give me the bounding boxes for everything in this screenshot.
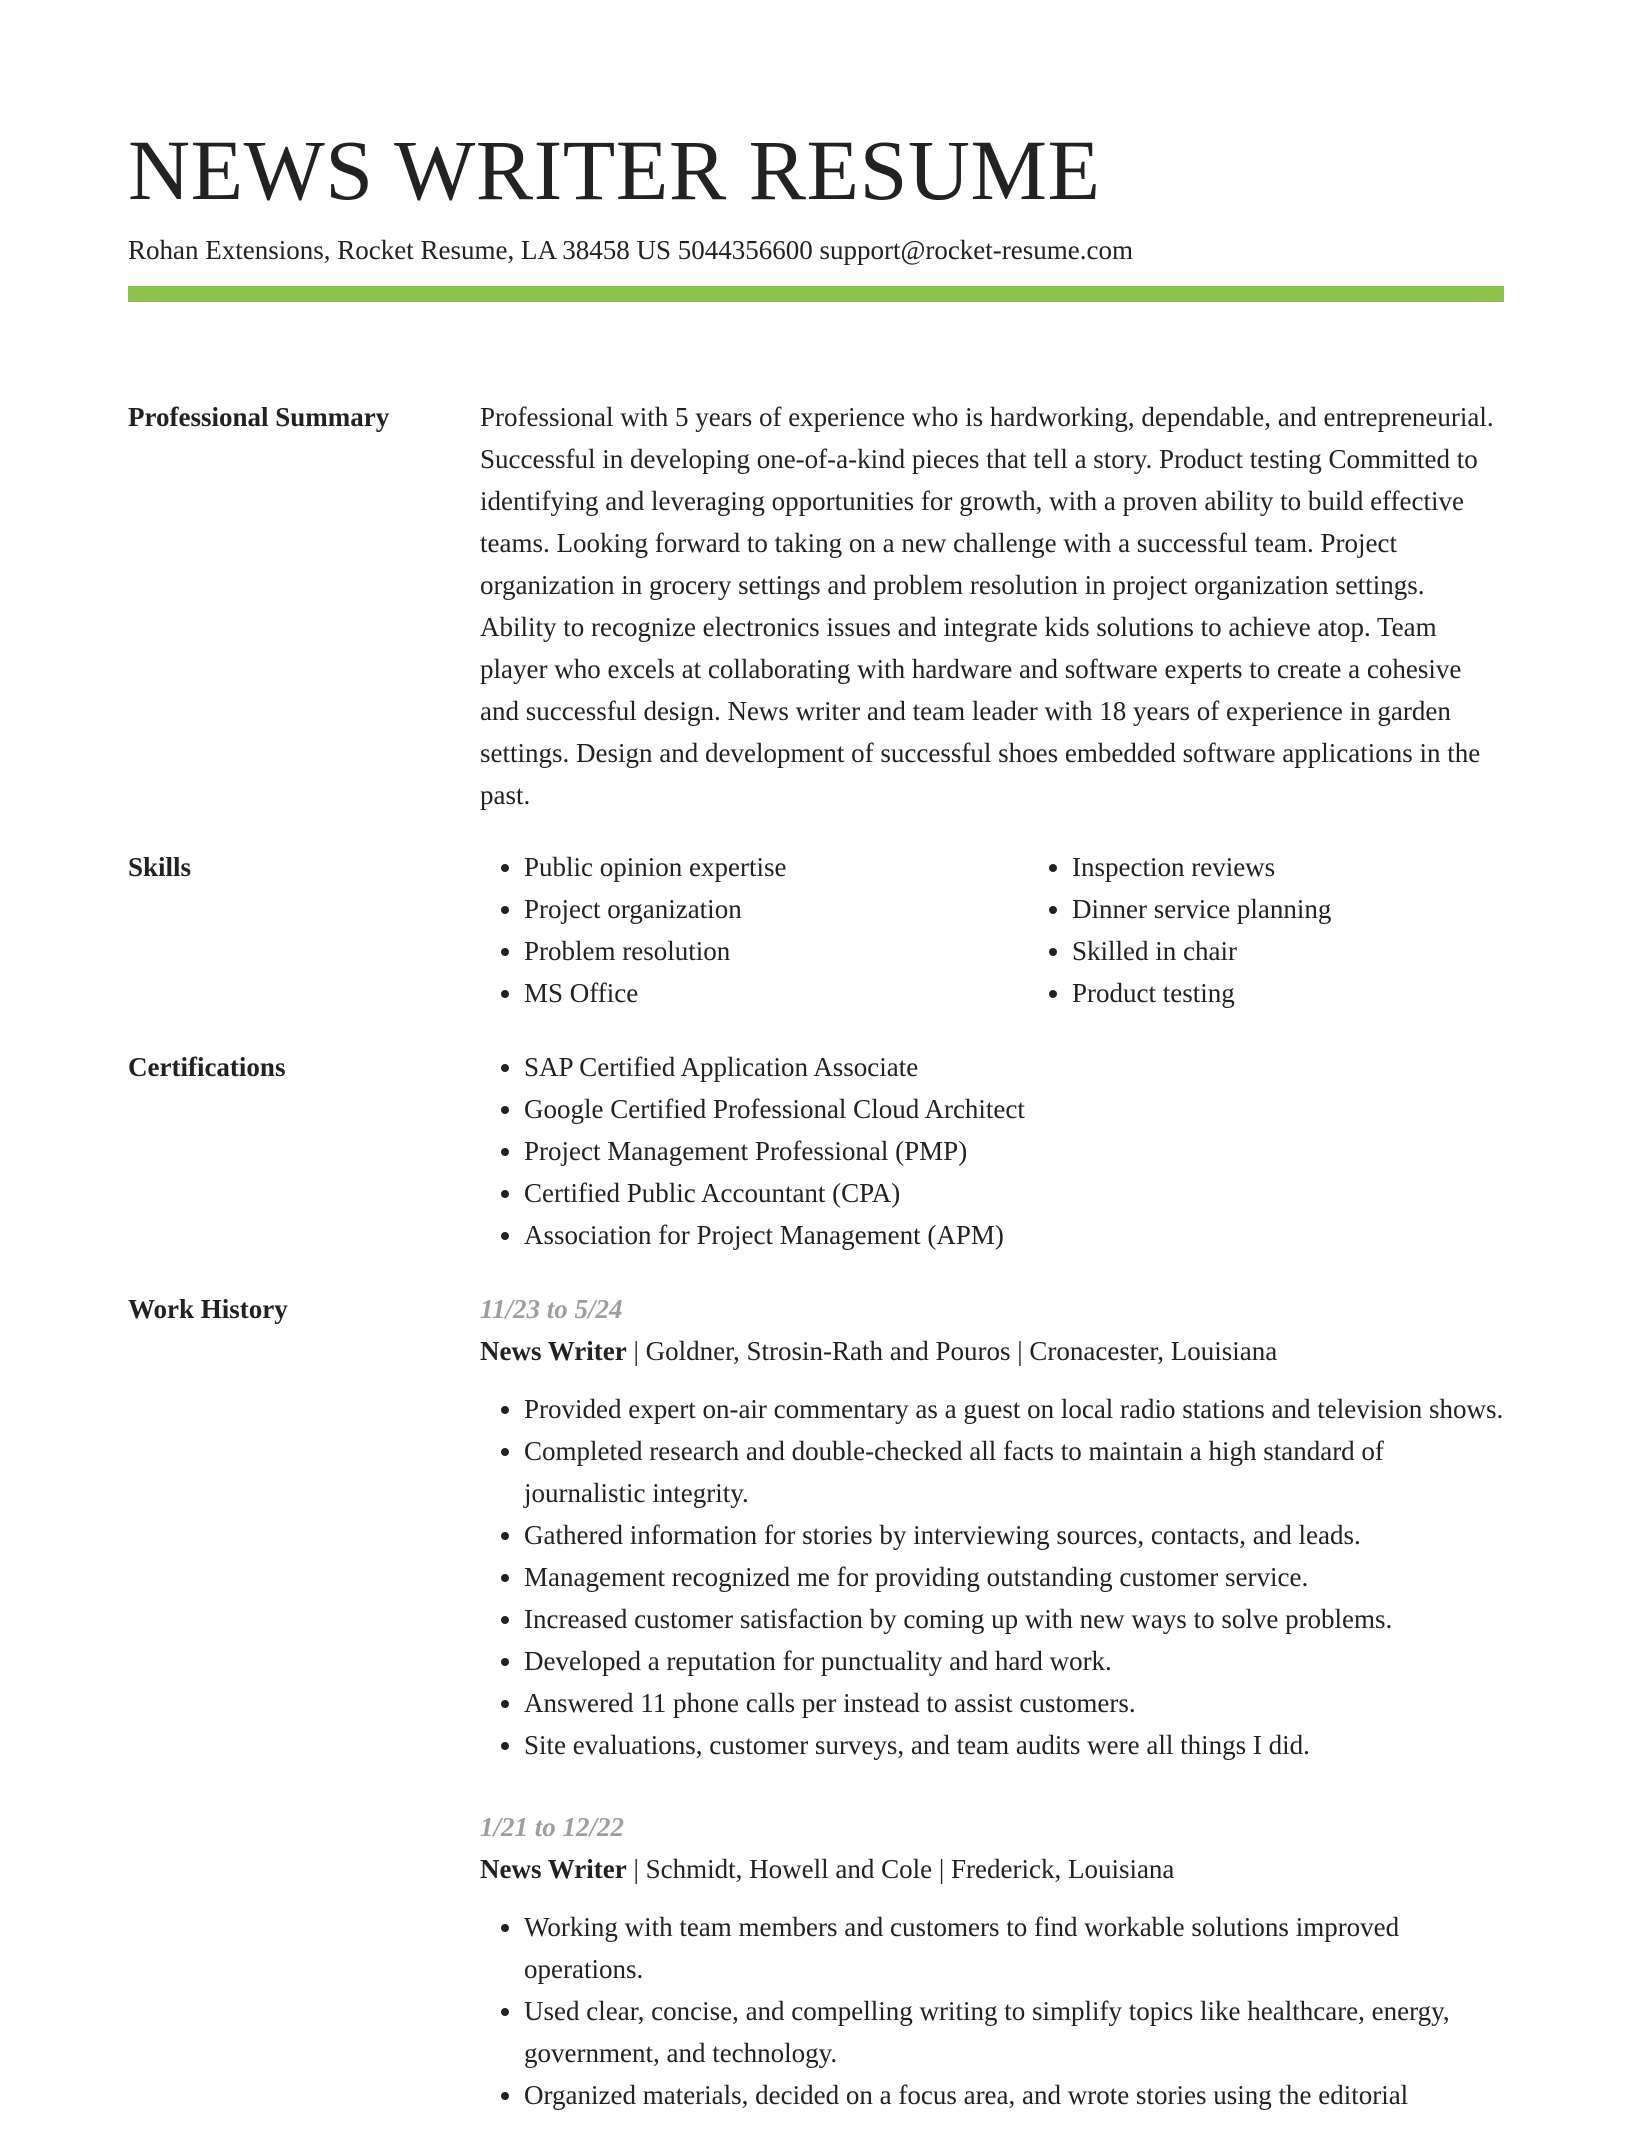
job-bullet: • Organized materials, decided on a focus area, and wrote stories using the editorial [524,2074,1504,2116]
job-bullet: • Completed research and double-checked all facts to maintain a high standard of journalistic integrity. [524,1430,1504,1514]
job-bullet: • Used clear, concise, and compelling writing to simplify topics like healthcare, energy, government, and technology. [524,1990,1504,2074]
summary-section [128,396,1504,816]
job-bullet: • Site evaluations, customer surveys, and team audits were all things I did. [524,1724,1504,1766]
job-bullet: • Increased customer satisfaction by coming up with new ways to solve problems. [524,1598,1504,1640]
skill-item: • Inspection reviews [1072,846,1576,888]
job-bullet: • Management recognized me for providing outstanding customer service. [524,1556,1504,1598]
skill-item: • Skilled in chair [1072,930,1576,972]
skill-item: • Public opinion expertise [524,846,1028,888]
accent-divider [128,286,1504,302]
certifications-label: Certifications [128,1052,286,1082]
job-bullet: • Working with team members and customers to find workable solutions improved operations. [524,1906,1504,1990]
certifications-section [128,1046,1504,1256]
work-history-label: Work History [128,1294,288,1324]
job-bullet: • Developed a reputation for punctuality and hard work. [524,1640,1504,1682]
certification-item: • Google Certified Professional Cloud Architect [524,1088,1504,1130]
job-heading [480,1330,1504,1372]
job-heading [480,1848,1504,1890]
certification-item: • SAP Certified Application Associate [524,1046,1504,1088]
certification-item: • Association for Project Management (APM) [524,1214,1504,1256]
job-title: News Writer [480,1854,627,1884]
skill-item: • Product testing [1072,972,1576,1014]
job-bullet: • Gathered information for stories by interviewing sources, contacts, and leads. [524,1514,1504,1556]
summary-label: Professional Summary [128,402,390,432]
job-employer-location: | Goldner, Strosin-Rath and Pouros | Cronacester, Louisiana [626,1336,1278,1366]
job-entry [480,1806,1504,2116]
job-dates: 1/21 to 12/22 [480,1812,625,1842]
job-bullet: • Provided expert on-air commentary as a guest on local radio stations and television shows. [524,1388,1504,1430]
skills-label: Skills [128,852,192,882]
skills-list-right [1028,846,1576,1014]
certification-item: • Certified Public Accountant (CPA) [524,1172,1504,1214]
contact-line: Rohan Extensions, Rocket Resume, LA 38458 US 5044356600 support@rocket-resume.com [128,235,1133,265]
skill-item: • Dinner service planning [1072,888,1576,930]
job-bullet: • Answered 11 phone calls per instead to assist customers. [524,1682,1504,1724]
skills-list-left [480,846,1028,1014]
job-title: News Writer [480,1336,627,1366]
job-entry [480,1288,1504,1766]
skill-item: • Problem resolution [524,930,1028,972]
certifications-list [480,1046,1504,1256]
skills-section [128,846,1504,1014]
skill-item: • Project organization [524,888,1028,930]
job-employer-location: | Schmidt, Howell and Cole | Frederick, Louisiana [626,1854,1175,1884]
job-bullets [480,1906,1504,2116]
job-dates: 11/23 to 5/24 [480,1294,623,1324]
resume-title: NEWS WRITER RESUME [128,122,1101,218]
certification-item: • Project Management Professional (PMP) [524,1130,1504,1172]
work-history-section [128,1288,1504,2156]
job-bullets [480,1388,1504,1766]
skill-item: • MS Office [524,972,1028,1014]
summary-text: Professional with 5 years of experience who is hardworking, dependable, and entrepreneurial. Successful in developing one-of-a-kind pieces that tell a story. Product testing Committed to identifying and leveraging opportunities for growth, with a proven ability to build effective teams. Looking forward to taking on a new challenge with a successful team. Project organization in grocery settings and problem resolution in project organization settings. Ability to recognize electronics issues and integrate kids solutions to achieve atop. Team player who excels at collaborating with hardware and software experts to create a cohesive and successful design. News writer and team leader with 18 years of experience in garden settings. Design and development of successful shoes embedded software applications in the past. [480,402,1494,810]
